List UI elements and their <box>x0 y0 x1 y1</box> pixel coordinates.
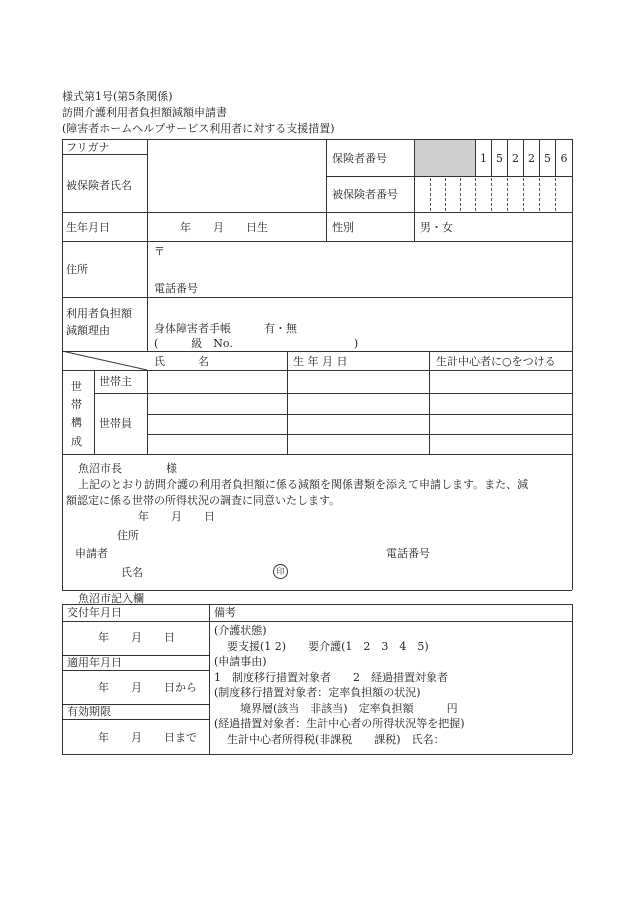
insured-name-label: 被保険者氏名 <box>66 179 132 192</box>
insurer-digit: 5 <box>544 152 551 165</box>
office-use-heading: 魚沼市記入欄 <box>78 592 144 605</box>
sex-label: 性別 <box>332 221 354 234</box>
declaration-text-line1: 上記のとおり訪問介護の利用者負担額に係る減額を関係書類を添えて申請します。また、減 <box>78 478 529 491</box>
insurer-digit: 2 <box>512 152 519 165</box>
validity-label: 有効期限 <box>67 705 111 718</box>
insurer-digit: 1 <box>480 152 487 165</box>
remarks-line: 1 制度移行措置対象者 2 経過措置対象者 <box>214 671 448 684</box>
apply-date-value: 年 月 日から <box>98 681 197 694</box>
remarks-line: 生計中心者所得税(非課税 課税) 氏名： <box>227 733 445 746</box>
applicant-label: 申請者 <box>75 547 108 560</box>
phone-label: 電話番号 <box>154 282 198 295</box>
reason-label-line2: 減額理由 <box>66 324 110 337</box>
postal-mark: 〒 <box>154 245 165 258</box>
remarks-line: 要支援(1 2) 要介護(1 2 3 4 5) <box>227 640 429 653</box>
remarks-line: (制度移行措置対象者：定率負担額の状況) <box>214 686 421 699</box>
form-title: 訪問介護利用者負担額減額申請書 <box>62 106 227 119</box>
handbook-grade-line: ( 級 No. ) <box>154 337 359 350</box>
remarks-line: (経過措置対象者：生計中心者の所得状況等を把握) <box>214 717 465 730</box>
seal-mark: 印 <box>273 564 288 579</box>
applicant-name-label: 氏名 <box>121 566 143 579</box>
declaration-text-line2: 額認定に係る世帯の所得状況の調査に同意いたします。 <box>66 494 341 507</box>
validity-value: 年 月 日まで <box>98 731 197 744</box>
birth-date-label: 生年月日 <box>66 221 110 234</box>
header-diagonal <box>62 351 148 371</box>
column-name-header: 氏 名 <box>154 355 209 368</box>
insurer-digit: 6 <box>560 152 568 165</box>
remarks-line: (申請事由) <box>214 655 267 668</box>
application-date: 年 月 日 <box>138 510 215 523</box>
form-number: 様式第1号(第5条関係) <box>62 90 173 103</box>
remarks-label: 備考 <box>214 606 236 619</box>
insurer-digit: 5 <box>496 152 503 165</box>
column-mark-header: 生計中心者に○をつける <box>436 355 556 368</box>
remarks-line: (介護状態) <box>214 624 267 637</box>
addressee: 魚沼市長 様 <box>78 462 177 475</box>
apply-date-label: 適用年月日 <box>67 656 122 669</box>
applicant-address-label: 住所 <box>117 529 139 542</box>
applicant-phone-label: 電話番号 <box>386 547 430 560</box>
insured-number-label: 被保険者番号 <box>332 188 398 201</box>
insurer-number-label: 保険者番号 <box>332 152 387 165</box>
reason-label-line1: 利用者負担額 <box>66 307 132 320</box>
disability-handbook-line: 身体障害者手帳 有・無 <box>154 322 297 335</box>
column-birth-header: 生 年 月 日 <box>293 355 348 368</box>
furigana-label: フリガナ <box>66 141 110 154</box>
form-subtitle: (障害者ホームヘルプサービス利用者に対する支援措置) <box>62 122 335 135</box>
address-label: 住所 <box>66 263 88 276</box>
issue-date-label: 交付年月日 <box>67 606 122 619</box>
birth-date-value: 年 月 日生 <box>180 221 268 234</box>
household-head-label: 世帯主 <box>99 375 132 388</box>
household-member-label: 世帯員 <box>99 417 132 430</box>
remarks-line: 境界層(該当 非該当) 定率負担額 円 <box>240 702 458 715</box>
insurer-digit: 2 <box>528 152 535 165</box>
sex-value: 男・女 <box>420 221 453 234</box>
issue-date-value: 年 月 日 <box>98 631 175 644</box>
